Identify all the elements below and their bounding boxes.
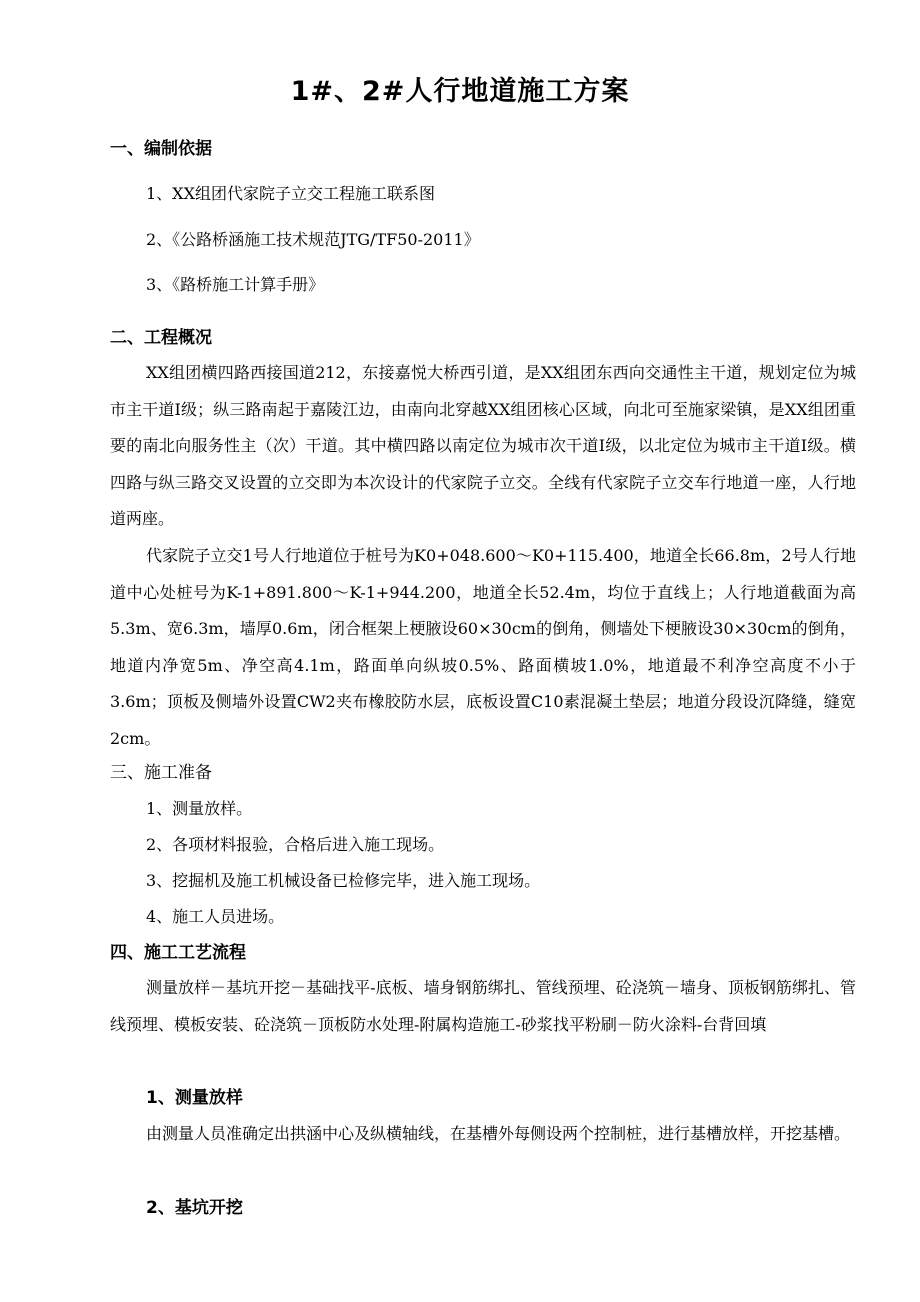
section-heading-basis: 一、编制依据 bbox=[110, 139, 212, 159]
subsection-heading-survey: 1、测量放样 bbox=[146, 1088, 243, 1108]
process-flow-paragraph: 测量放样－基坑开挖－基础找平-底板、墙身钢筋绑扎、管线预埋、砼浇筑－墙身、顶板钢筋绑扎、管线预埋、模板安装、砼浇筑－顶板防水处理-附属构造施工-砂浆找平粉刷－防火涂料-台背回填 bbox=[110, 978, 856, 1034]
subsection-heading-excavation: 2、基坑开挖 bbox=[146, 1198, 243, 1218]
overview-paragraph-1: XX组团横四路西接国道212，东接嘉悦大桥西引道，是XX组团东西向交通性主干道，规划定位为城市主干道Ⅰ级；纵三路南起于嘉陵江边，由南向北穿越XX组团核心区域，向北可至施家梁镇，是XX组团重要的南北向服务性主（次）干道。其中横四路以南定位为城市次干道Ⅰ级，以北定位为城市主干道Ⅰ级。横四路与纵三路交叉设置的立交即为本次设计的代家院子立交。全线有代家院子立交车行地道一座，人行地道两座。 bbox=[110, 363, 856, 528]
preparation-item-1: 1、测量放样。 bbox=[146, 799, 253, 818]
document-title: 1#、2#人行地道施工方案 bbox=[290, 76, 630, 107]
section-heading-process: 四、施工工艺流程 bbox=[110, 943, 246, 963]
basis-item-3: 3、《路桥施工计算手册》 bbox=[146, 275, 325, 294]
basis-item-2: 2、《公路桥涵施工技术规范JTG/TF50-2011》 bbox=[146, 230, 480, 249]
preparation-item-3: 3、挖掘机及施工机械设备已检修完毕，进入施工现场。 bbox=[146, 871, 541, 890]
basis-item-1: 1、XX组团代家院子立交工程施工联系图 bbox=[146, 184, 435, 203]
section-heading-overview: 二、工程概况 bbox=[110, 328, 212, 348]
survey-paragraph: 由测量人员准确定出拱涵中心及纵横轴线，在基槽外每侧设两个控制桩，进行基槽放样，开挖基槽。 bbox=[146, 1124, 851, 1143]
preparation-item-2: 2、各项材料报验，合格后进入施工现场。 bbox=[146, 835, 445, 854]
preparation-item-4: 4、施工人员进场。 bbox=[146, 907, 285, 926]
section-heading-preparation: 三、施工准备 bbox=[110, 763, 212, 783]
overview-paragraph-2: 代家院子立交1号人行地道位于桩号为K0+048.600～K0+115.400，地道全长66.8m，2号人行地道中心处桩号为K-1+891.800～K-1+944.200，地道全长52.4m，均位于直线上；人行地道截面为高5.3m、宽6.3m，墙厚0.6m，闭合框架上梗腋设60×30cm的倒角，侧墙处下梗腋设30×30cm的倒角，地道内净宽5m、净空高4.1m，路面单向纵坡0.5%、路面横坡1.0%，地道最不利净空高度不小于3.6m；顶板及侧墙外设置CW2夹布橡胶防水层，底板设置C10素混凝土垫层；地道分段设沉降缝，缝宽2cm。 bbox=[110, 546, 856, 748]
